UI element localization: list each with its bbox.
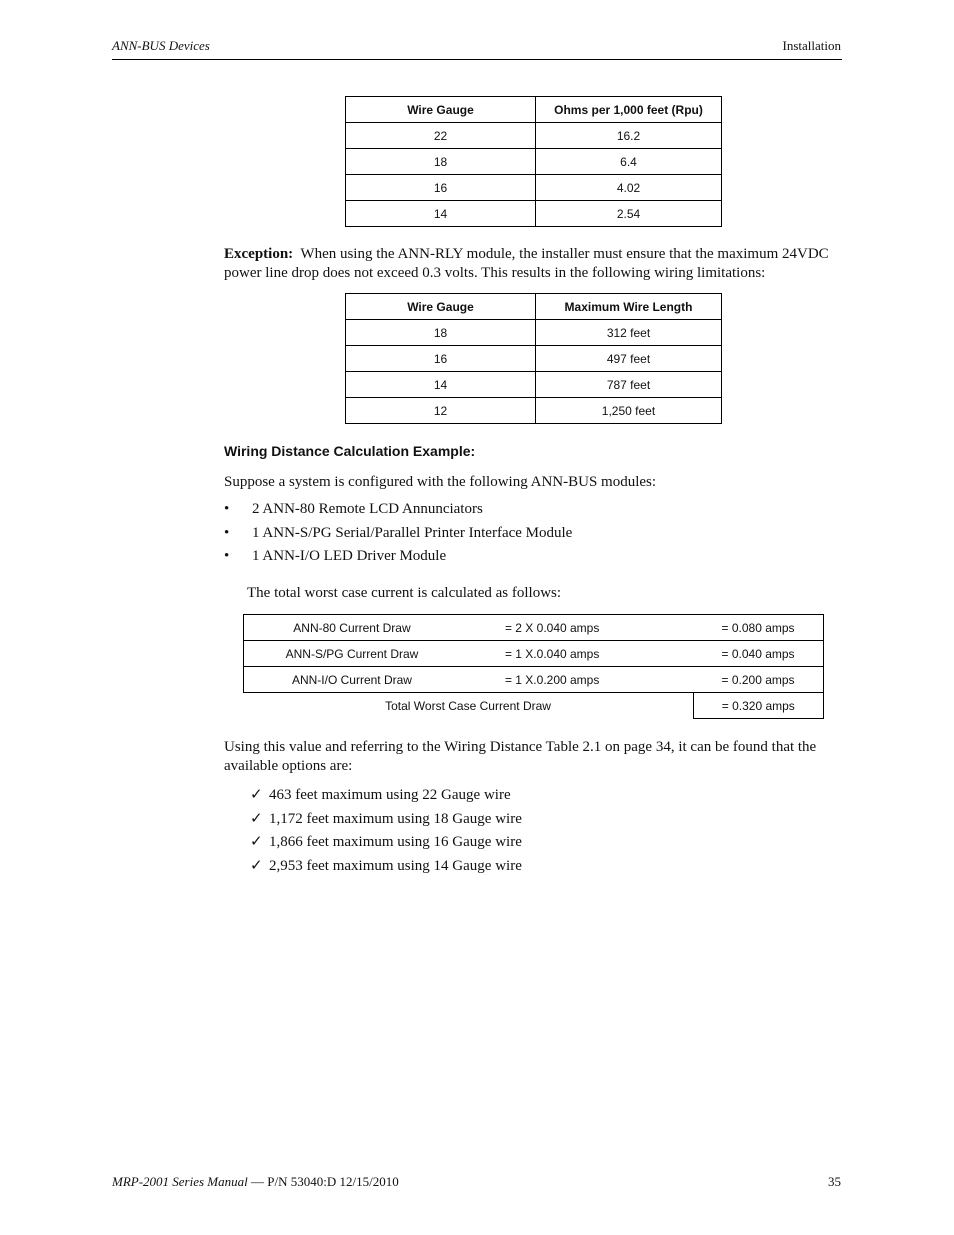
ohms-per-gauge-table [345,96,722,227]
table-cell: 312 feet [536,320,722,346]
check-icon: ✓ [250,808,263,827]
list-item [224,547,572,571]
table-row [346,398,722,424]
table-row [346,201,722,227]
bullet-icon: • [224,501,230,517]
exception-label: Exception: [224,246,294,262]
table-cell: = 1 X.0.200 amps [460,667,693,693]
check-icon: ✓ [250,855,263,874]
table-cell: 16 [346,175,536,201]
table-cell: ANN-80 Current Draw [244,615,460,641]
table-header-row [346,294,722,320]
table-cell: 12 [346,398,536,424]
list-item-text: 1,172 feet maximum using 18 Gauge wire [269,810,522,827]
header-rule [112,59,842,60]
table-row [346,123,722,149]
section-heading: Wiring Distance Calculation Example: [224,443,476,459]
column-header: Wire Gauge [346,294,536,320]
check-icon: ✓ [250,832,263,850]
table-cell: 787 feet [536,372,722,398]
list-item [250,785,522,809]
table-cell: = 0.200 amps [693,667,823,693]
calculation-intro: The total worst case current is calculated as follows: [247,585,562,601]
table-cell: 16 [346,346,536,372]
list-item [250,832,522,856]
check-icon: ✓ [250,785,263,803]
table-row [346,149,722,175]
table-cell: 6.4 [536,149,722,175]
table-cell: ANN-I/O Current Draw [244,667,460,693]
table-cell: 1,250 feet [536,398,722,424]
table-row [346,320,722,346]
table-row [346,346,722,372]
total-value: = 0.320 amps [693,693,823,719]
current-draw-table [243,614,824,719]
list-item-text: 1,866 feet maximum using 16 Gauge wire [269,834,522,850]
footer-manual-info [112,1174,399,1190]
list-item-text: 1 ANN-I/O LED Driver Module [252,548,447,564]
table-cell: ANN-S/PG Current Draw [244,641,460,667]
list-item [250,856,522,880]
module-list [224,500,572,571]
table-cell: 497 feet [536,346,722,372]
footer-part-number: — P/N 53040:D 12/15/2010 [247,1174,399,1189]
list-item-text: 1 ANN-S/PG Serial/Parallel Printer Interface Module [252,524,573,541]
column-header: Maximum Wire Length [536,294,722,320]
table-row [244,641,824,667]
table-cell: 22 [346,123,536,149]
table-row [244,615,824,641]
list-item-text: 2,953 feet maximum using 14 Gauge wire [269,857,522,874]
list-item-text: 463 feet maximum using 22 Gauge wire [269,787,511,803]
page-number: 35 [828,1174,841,1189]
list-item [224,524,572,548]
table-header-row [346,97,722,123]
table-cell: 4.02 [536,175,722,201]
list-item-text: 2 ANN-80 Remote LCD Annunciators [252,501,483,517]
table-cell: = 1 X.0.040 amps [460,641,693,667]
footer-manual-title: MRP-2001 Series Manual [112,1174,248,1189]
table-row [244,667,824,693]
list-item [224,500,572,524]
table-cell: 18 [346,149,536,175]
table-cell: 2.54 [536,201,722,227]
table-cell: = 0.080 amps [693,615,823,641]
max-wire-length-table [345,293,722,424]
table-cell: 18 [346,320,536,346]
list-item [250,809,522,833]
header-chapter-title: Installation [782,38,841,53]
intro-paragraph: Suppose a system is configured with the following ANN-BUS modules: [224,474,657,490]
header-section-title: ANN-BUS Devices [112,38,210,53]
table-cell: 16.2 [536,123,722,149]
table-cell: = 0.040 amps [693,641,823,667]
column-header: Ohms per 1,000 feet (Rpu) [536,97,722,123]
result-paragraph: Using this value and referring to the Wiring Distance Table 2.1 on page 34, it can be found that the available options are: [224,739,817,774]
bullet-icon: • [224,548,230,564]
exception-paragraph [224,245,844,283]
total-label: Total Worst Case Current Draw [385,698,551,713]
table-cell: = 2 X 0.040 amps [460,615,693,641]
options-list [250,785,522,879]
table-cell: 14 [346,201,536,227]
bullet-icon: • [224,524,230,541]
table-row [346,175,722,201]
column-header: Wire Gauge [346,97,536,123]
exception-text: When using the ANN-RLY module, the installer must ensure that the maximum 24VDC power line drop does not exceed 0.3 volts. This results in the following wiring limitations: [224,246,829,281]
table-row [346,372,722,398]
table-cell: 14 [346,372,536,398]
total-row [244,693,824,719]
